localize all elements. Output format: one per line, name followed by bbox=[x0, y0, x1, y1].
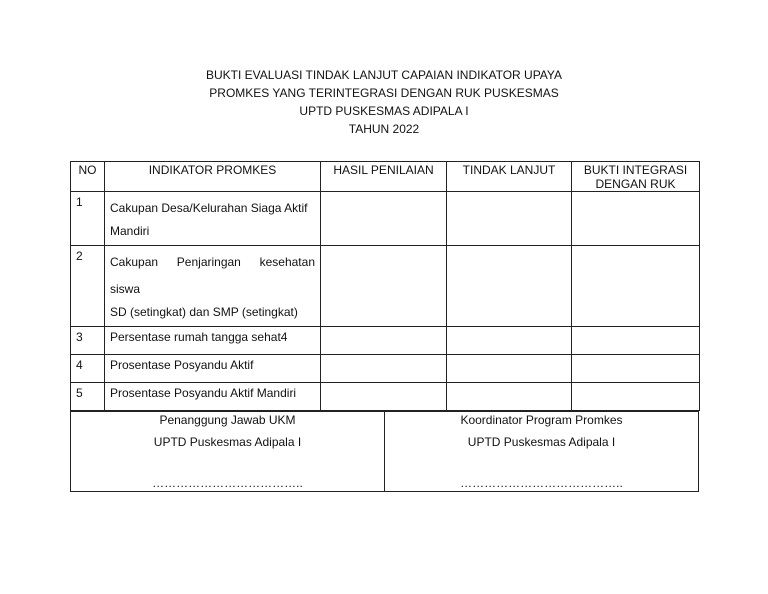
table-row bbox=[71, 246, 700, 327]
header-no: NO bbox=[71, 162, 105, 192]
signature-right-role: Koordinator Program Promkes bbox=[460, 413, 623, 427]
indicator-line: Cakupan Penjaringan kesehatan siswa bbox=[110, 255, 315, 296]
signature-left-role: Penanggung Jawab UKM bbox=[159, 413, 296, 427]
table-row bbox=[71, 327, 700, 355]
tindak-cell bbox=[447, 355, 572, 383]
indicator-cell bbox=[105, 383, 321, 411]
title-line-1: BUKTI EVALUASI TINDAK LANJUT CAPAIAN INDIKATOR UPAYA bbox=[205, 68, 563, 82]
indicator-line: Persentase rumah tangga sehat4 bbox=[110, 330, 288, 344]
indicator-line: Cakupan Desa/Kelurahan Siaga Aktif bbox=[110, 201, 308, 215]
header-bukti-line-1: BUKTI INTEGRASI bbox=[583, 163, 688, 177]
tindak-cell bbox=[447, 192, 572, 246]
title-line-2: PROMKES YANG TERINTEGRASI DENGAN RUK PUSKESMAS bbox=[209, 86, 559, 100]
hasil-cell bbox=[321, 327, 447, 355]
header-indikator: INDIKATOR PROMKES bbox=[105, 162, 321, 192]
bukti-cell bbox=[572, 192, 700, 246]
signature-left-line: ……………………………….. bbox=[152, 476, 303, 490]
evaluation-table bbox=[70, 161, 700, 411]
signature-right bbox=[385, 412, 699, 492]
table-row bbox=[71, 192, 700, 246]
title-line-4: TAHUN 2022 bbox=[348, 122, 420, 136]
row-number: 1 bbox=[71, 192, 105, 246]
header-bukti-line-2: DENGAN RUK bbox=[595, 177, 676, 191]
tindak-cell bbox=[447, 327, 572, 355]
header-bukti-integrasi bbox=[572, 162, 700, 192]
indicator-line: Prosentase Posyandu Aktif Mandiri bbox=[110, 386, 297, 400]
bukti-cell bbox=[572, 246, 700, 327]
table-row bbox=[71, 383, 700, 411]
hasil-cell bbox=[321, 246, 447, 327]
document-title bbox=[0, 66, 768, 138]
row-number: 2 bbox=[71, 246, 105, 327]
table-row bbox=[71, 355, 700, 383]
table-header-row bbox=[71, 162, 700, 192]
indicator-cell bbox=[105, 327, 321, 355]
indicator-line: Mandiri bbox=[110, 224, 150, 238]
indicator-cell bbox=[105, 355, 321, 383]
title-line-3: UPTD PUSKESMAS ADIPALA I bbox=[299, 104, 469, 118]
hasil-cell bbox=[321, 383, 447, 411]
tindak-cell bbox=[447, 246, 572, 327]
signature-right-line: ………………………………….. bbox=[460, 476, 623, 490]
indicator-cell bbox=[105, 192, 321, 246]
row-number: 5 bbox=[71, 383, 105, 411]
bukti-cell bbox=[572, 355, 700, 383]
bukti-cell bbox=[572, 327, 700, 355]
signature-left-unit: UPTD Puskesmas Adipala I bbox=[153, 435, 302, 449]
hasil-cell bbox=[321, 192, 447, 246]
row-number: 3 bbox=[71, 327, 105, 355]
signature-left bbox=[71, 412, 385, 492]
indicator-line: SD (setingkat) dan SMP (setingkat) bbox=[110, 305, 298, 319]
tindak-cell bbox=[447, 383, 572, 411]
header-tindak-lanjut: TINDAK LANJUT bbox=[447, 162, 572, 192]
bukti-cell bbox=[572, 383, 700, 411]
signature-table bbox=[70, 411, 699, 492]
header-hasil-penilaian: HASIL PENILAIAN bbox=[321, 162, 447, 192]
indicator-line: Prosentase Posyandu Aktif bbox=[110, 358, 254, 372]
signature-right-unit: UPTD Puskesmas Adipala I bbox=[467, 435, 616, 449]
indicator-cell bbox=[105, 246, 321, 327]
row-number: 4 bbox=[71, 355, 105, 383]
hasil-cell bbox=[321, 355, 447, 383]
